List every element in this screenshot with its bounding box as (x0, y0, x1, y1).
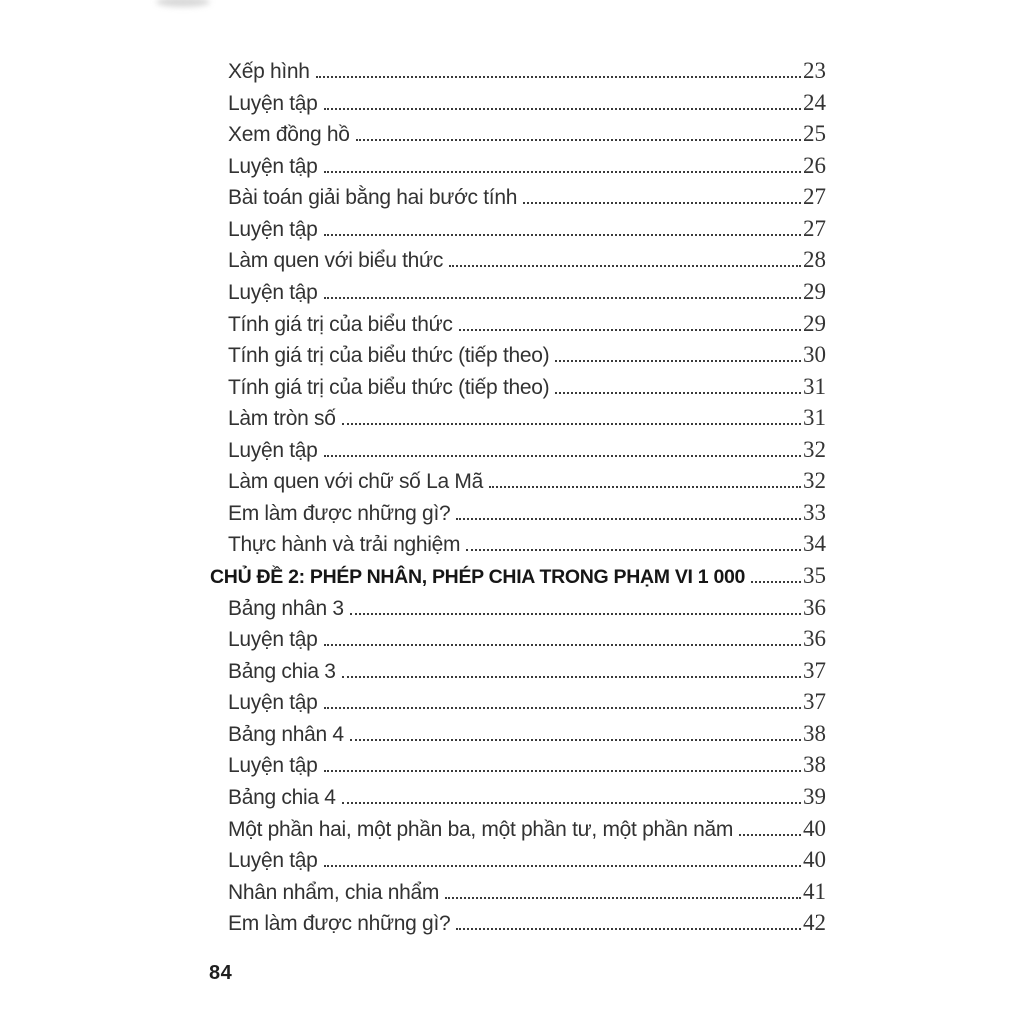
toc-entry-page: 36 (803, 594, 826, 620)
dotted-leader (459, 329, 801, 331)
toc-entry-label: Luyện tập (228, 691, 318, 715)
toc-entry-page: 27 (803, 215, 826, 241)
toc-row (210, 371, 826, 403)
toc-entry-label: Xếp hình (228, 60, 310, 83)
toc-row (210, 813, 826, 845)
toc-entry-page: 37 (803, 657, 826, 683)
toc-entry-label: Em làm được những gì? (228, 912, 451, 936)
toc-entry-page: 32 (803, 468, 826, 494)
toc-entry-label: Bảng nhân 4 (228, 722, 344, 746)
toc-row (210, 749, 826, 781)
scan-smudge (156, 0, 210, 7)
toc-entry-page: 31 (803, 373, 826, 399)
dotted-leader (324, 865, 801, 867)
toc-chapter-title: CHỦ ĐỀ 2: PHÉP NHÂN, PHÉP CHIA TRONG PHẠM VI 1 000 (210, 566, 746, 588)
toc-row (210, 276, 826, 308)
dotted-leader (316, 76, 801, 78)
dotted-leader (523, 202, 801, 204)
dotted-leader (342, 802, 801, 804)
toc-entry-page: 34 (803, 531, 826, 557)
toc-entry-label: Luyện tập (228, 628, 318, 652)
folio-page-number: 84 (209, 962, 233, 984)
toc-entry-page: 27 (803, 184, 826, 210)
toc-entry-label: Luyện tập (228, 280, 318, 304)
toc-entry-page: 28 (803, 247, 826, 273)
dotted-leader (456, 928, 801, 930)
toc-entry-label: Một phần hai, một phần ba, một phần tư, một phần năm (228, 817, 734, 841)
toc-entry-label: Tính giá trị của biểu thức (tiếp theo) (228, 375, 550, 399)
toc-entry-page: 36 (803, 626, 826, 652)
toc-row (210, 118, 826, 150)
toc-entry-page: 40 (803, 847, 826, 873)
toc-row (210, 686, 826, 718)
toc-entry-page: 23 (803, 58, 826, 83)
toc-row (210, 718, 826, 750)
toc-entry-page: 40 (803, 815, 826, 841)
toc-row (210, 781, 826, 813)
toc-entry-page: 33 (803, 499, 826, 525)
toc-entry-page: 39 (803, 783, 826, 809)
toc-row (210, 844, 826, 876)
toc-row (210, 402, 826, 434)
dotted-leader (350, 613, 801, 615)
toc-entry-label: Em làm được những gì? (228, 501, 451, 525)
dotted-leader (555, 392, 801, 394)
toc-entry-label: Bài toán giải bằng hai bước tính (228, 186, 518, 210)
toc-row (210, 55, 826, 87)
toc-entry-label: Luyện tập (228, 438, 318, 462)
toc-entry-page: 26 (803, 152, 826, 178)
toc-entry-page: 31 (803, 405, 826, 431)
toc-row (210, 87, 826, 119)
dotted-leader (342, 423, 801, 425)
toc-row (210, 213, 826, 245)
toc-row (210, 465, 826, 497)
toc-row (210, 528, 826, 560)
toc-row (210, 181, 826, 213)
toc-entry-label: Luyện tập (228, 754, 318, 778)
dotted-leader (342, 676, 801, 678)
dotted-leader (350, 739, 801, 741)
table-of-contents (210, 55, 826, 939)
toc-row (210, 244, 826, 276)
toc-entry-page: 29 (803, 310, 826, 336)
dotted-leader (466, 549, 801, 551)
dotted-leader (739, 834, 801, 836)
toc-entry-label: Bảng chia 4 (228, 785, 336, 809)
toc-entry-page: 35 (803, 563, 826, 588)
toc-entry-label: Làm tròn số (228, 407, 336, 431)
toc-entry-label: Luyện tập (228, 217, 318, 241)
toc-entry-label: Luyện tập (228, 91, 318, 115)
toc-entry-label: Luyện tập (228, 154, 318, 178)
dotted-leader (555, 360, 801, 362)
toc-entry-page: 32 (803, 436, 826, 462)
toc-entry-label: Làm quen với biểu thức (228, 249, 444, 273)
toc-entry-label: Thực hành và trải nghiệm (228, 533, 461, 557)
dotted-leader (445, 897, 801, 899)
dotted-leader (324, 108, 801, 110)
toc-row (210, 497, 826, 529)
toc-row (210, 339, 826, 371)
toc-entry-page: 42 (803, 910, 826, 936)
toc-entry-label: Luyện tập (228, 849, 318, 873)
toc-entry-page: 37 (803, 689, 826, 715)
dotted-leader (324, 707, 801, 709)
dotted-leader (324, 644, 801, 646)
dotted-leader (324, 234, 801, 236)
toc-row (210, 623, 826, 655)
toc-entry-page: 38 (803, 720, 826, 746)
dotted-leader (449, 265, 801, 267)
toc-entry-page: 30 (803, 342, 826, 368)
toc-entry-label: Bảng chia 3 (228, 659, 336, 683)
toc-entry-page: 24 (803, 89, 826, 115)
toc-entry-label: Tính giá trị của biểu thức (228, 312, 453, 336)
toc-entry-page: 41 (803, 878, 826, 904)
dotted-leader (489, 486, 801, 488)
dotted-leader (456, 518, 801, 520)
toc-entry-label: Bảng nhân 3 (228, 596, 344, 620)
dotted-leader (324, 770, 801, 772)
dotted-leader (356, 139, 801, 141)
dotted-leader (324, 171, 801, 173)
dotted-leader (324, 455, 801, 457)
toc-row (210, 308, 826, 340)
toc-entry-label: Xem đồng hồ (228, 123, 350, 147)
toc-entry-page: 38 (803, 752, 826, 778)
toc-entry-page: 29 (803, 278, 826, 304)
toc-row (210, 655, 826, 687)
dotted-leader (751, 581, 801, 583)
dotted-leader (324, 297, 801, 299)
toc-row (210, 876, 826, 908)
toc-row (210, 434, 826, 466)
toc-chapter-row (210, 560, 826, 592)
toc-row (210, 592, 826, 624)
toc-row (210, 907, 826, 939)
toc-entry-page: 25 (803, 121, 826, 147)
toc-entry-label: Làm quen với chữ số La Mã (228, 470, 483, 494)
toc-entry-label: Tính giá trị của biểu thức (tiếp theo) (228, 344, 550, 368)
toc-row (210, 150, 826, 182)
toc-entry-label: Nhân nhẩm, chia nhẩm (228, 880, 440, 904)
